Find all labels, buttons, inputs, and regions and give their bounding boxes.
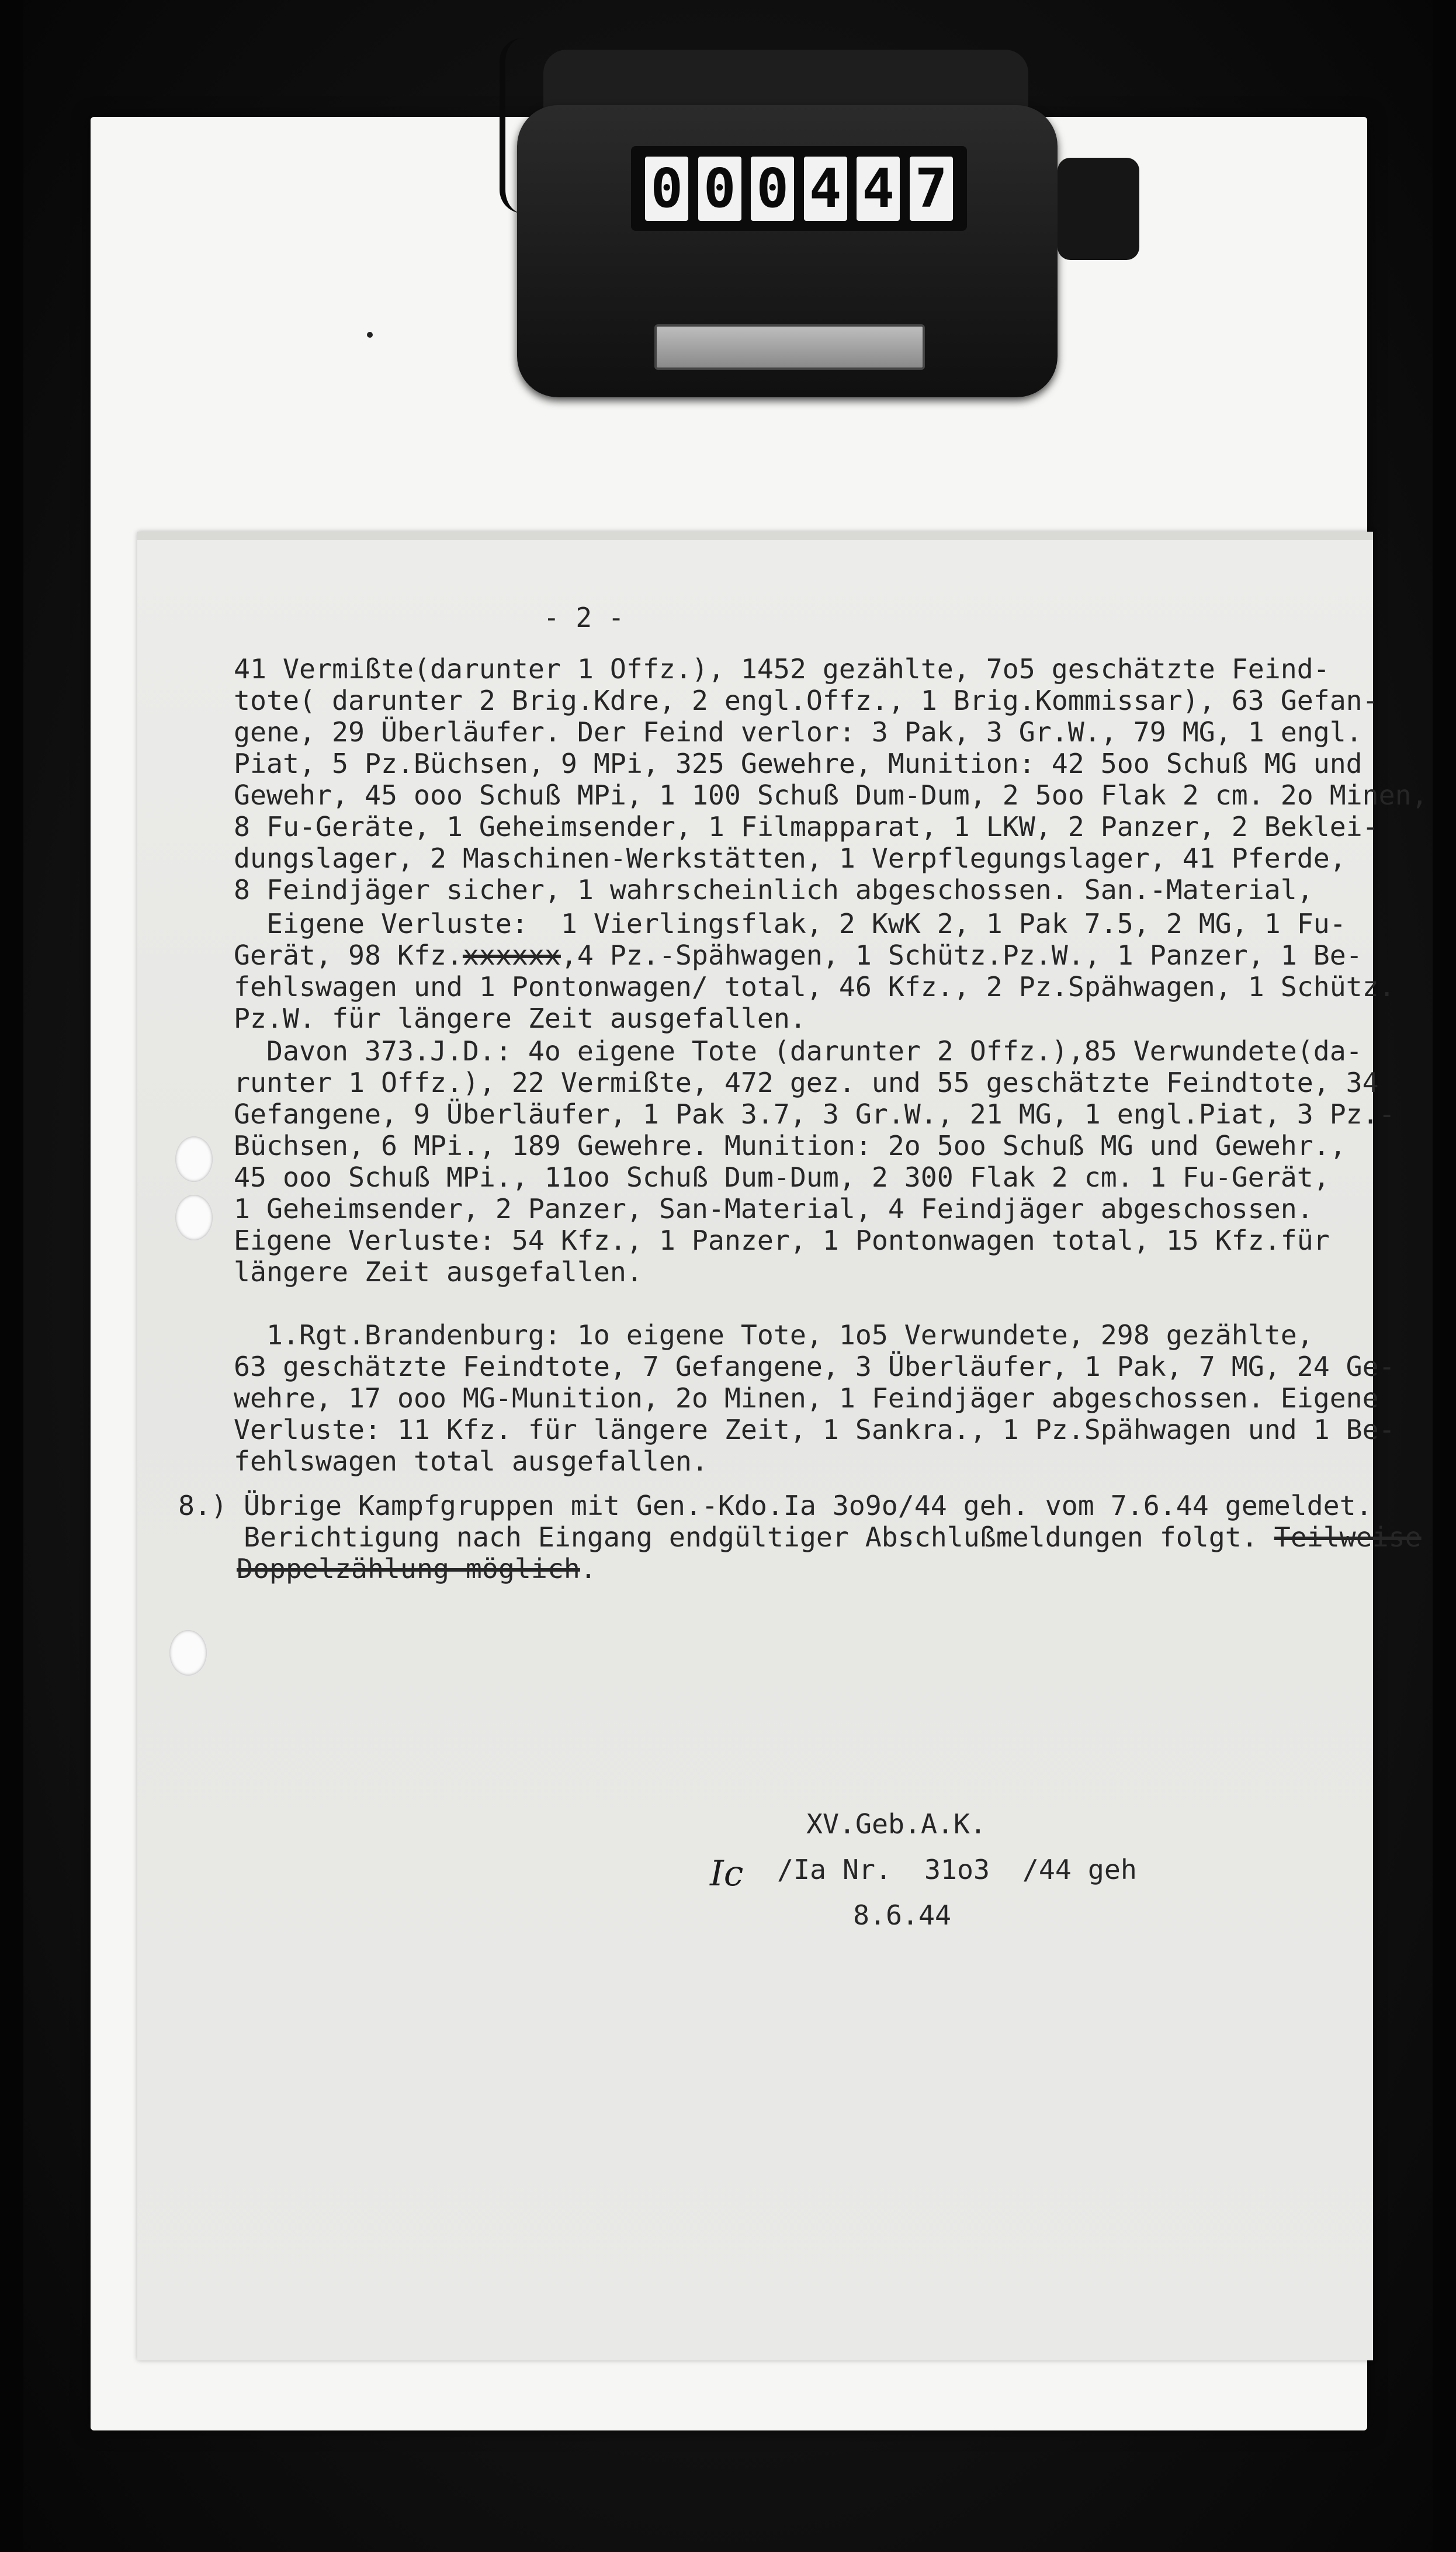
text-line: wehre, 17 ooo MG-Munition, 2o Minen, 1 Feindjäger abgeschossen. Eigene bbox=[234, 1382, 1379, 1414]
text-line: 8 Fu-Geräte, 1 Geheimsender, 1 Filmapparat, 1 LKW, 2 Panzer, 2 Beklei- bbox=[234, 811, 1379, 842]
text-segment: Gerät, 98 Kfz. bbox=[234, 939, 463, 971]
stray-mark bbox=[367, 332, 373, 338]
document-body bbox=[178, 653, 1428, 1600]
counter-display bbox=[631, 146, 967, 231]
text-line: Davon 373.J.D.: 4o eigene Tote (darunter 2 Offz.),85 Verwundete(da- bbox=[234, 1035, 1363, 1067]
handwritten-ic-mark: Ic bbox=[710, 1853, 744, 1894]
counter-nameplate bbox=[654, 324, 925, 370]
text-line: Eigene Verluste: 1 Vierlingsflak, 2 KwK 2, 1 Pak 7.5, 2 MG, 1 Fu- bbox=[234, 908, 1346, 939]
text-line: 8.) Übrige Kampfgruppen mit Gen.-Kdo.Ia 3o9o/44 geh. vom 7.6.44 gemeldet. bbox=[178, 1490, 1372, 1521]
counter-digit: 0 bbox=[751, 157, 794, 221]
text-line: Pz.W. für längere Zeit ausgefallen. bbox=[234, 1003, 806, 1034]
text-line: Büchsen, 6 MPi., 189 Gewehre. Munition: 2o 5oo Schuß MG und Gewehr., bbox=[234, 1130, 1346, 1161]
text-line: 1.Rgt.Brandenburg: 1o eigene Tote, 1o5 Verwundete, 298 gezählte, bbox=[234, 1319, 1313, 1351]
counter-knob bbox=[1058, 158, 1139, 260]
reference-number: /Ia Nr. 31o3 /44 geh bbox=[777, 1854, 1137, 1885]
counter-digit: 0 bbox=[645, 157, 688, 221]
text-line-with-strike bbox=[178, 1521, 1422, 1553]
text-line: 41 Vermißte(darunter 1 Offz.), 1452 gezählte, 7o5 geschätzte Feind- bbox=[234, 653, 1330, 685]
text-line: runter 1 Offz.), 22 Vermißte, 472 gez. und 55 geschätzte Feindtote, 34 bbox=[234, 1067, 1379, 1098]
text-line: Piat, 5 Pz.Büchsen, 9 MPi, 325 Gewehre, Munition: 42 5oo Schuß MG und bbox=[234, 748, 1363, 779]
text-segment: . bbox=[580, 1553, 597, 1584]
counter-digit: 7 bbox=[910, 157, 953, 221]
film-edge-right bbox=[1433, 0, 1456, 2552]
text-line-with-strike bbox=[237, 1553, 597, 1584]
punch-hole-middle bbox=[175, 1195, 213, 1240]
punch-hole-bottom bbox=[169, 1630, 207, 1676]
text-line: Verluste: 11 Kfz. für längere Zeit, 1 Sankra., 1 Pz.Spähwagen und 1 Be- bbox=[234, 1414, 1395, 1445]
text-line: fehlswagen total ausgefallen. bbox=[234, 1445, 708, 1477]
struck-text: Teilweise bbox=[1274, 1521, 1422, 1553]
struck-text: xxxxxx bbox=[462, 939, 561, 971]
text-line: gene, 29 Überläufer. Der Feind verlor: 3 Pak, 3 Gr.W., 79 MG, 1 engl. bbox=[234, 716, 1363, 748]
film-edge-left bbox=[0, 0, 23, 2552]
text-line: Eigene Verluste: 54 Kfz., 1 Panzer, 1 Pontonwagen total, 15 Kfz.für bbox=[234, 1225, 1330, 1256]
text-line: längere Zeit ausgefallen. bbox=[234, 1256, 643, 1288]
text-line: Gefangene, 9 Überläufer, 1 Pak 3.7, 3 Gr.W., 21 MG, 1 engl.Piat, 3 Pz.- bbox=[234, 1098, 1395, 1130]
text-line: fehlswagen und 1 Pontonwagen/ total, 46 Kfz., 2 Pz.Spähwagen, 1 Schütz. bbox=[234, 971, 1395, 1003]
page-number: - 2 - bbox=[543, 602, 625, 633]
text-line: 63 geschätzte Feindtote, 7 Gefangene, 3 Überläufer, 1 Pak, 7 MG, 24 Ge- bbox=[234, 1351, 1395, 1382]
text-line: dungslager, 2 Maschinen-Werkstätten, 1 Verpflegungslager, 41 Pferde, bbox=[234, 842, 1346, 874]
text-line-with-strike bbox=[234, 939, 1363, 971]
text-segment: ,4 Pz.-Spähwagen, 1 Schütz.Pz.W., 1 Panzer, 1 Be- bbox=[560, 939, 1363, 971]
counter-digit: 4 bbox=[857, 157, 900, 221]
text-segment: Berichtigung nach Eingang endgültiger Abschlußmeldungen folgt. bbox=[178, 1521, 1274, 1553]
counter-digit: 0 bbox=[698, 157, 741, 221]
text-line: 8 Feindjäger sicher, 1 wahrscheinlich abgeschossen. San.-Material, bbox=[234, 874, 1313, 906]
paper-top-edge bbox=[137, 532, 1373, 540]
punch-hole-top bbox=[175, 1136, 213, 1182]
text-line: Gewehr, 45 ooo Schuß MPi, 1 100 Schuß Dum-Dum, 2 5oo Flak 2 cm. 2o Minen, bbox=[234, 779, 1428, 811]
struck-text: Doppelzählung möglich bbox=[237, 1553, 580, 1584]
text-line: tote( darunter 2 Brig.Kdre, 2 engl.Offz., 1 Brig.Kommissar), 63 Gefan- bbox=[234, 685, 1379, 716]
unit-designation: XV.Geb.A.K. bbox=[806, 1808, 986, 1840]
text-line: 45 ooo Schuß MPi., 11oo Schuß Dum-Dum, 2 300 Flak 2 cm. 1 Fu-Gerät, bbox=[234, 1161, 1330, 1193]
document-date: 8.6.44 bbox=[853, 1899, 951, 1931]
frame-counter-device bbox=[517, 50, 1063, 403]
counter-digit: 4 bbox=[804, 157, 847, 221]
text-line: 1 Geheimsender, 2 Panzer, San-Material, 4 Feindjäger abgeschossen. bbox=[234, 1193, 1313, 1225]
